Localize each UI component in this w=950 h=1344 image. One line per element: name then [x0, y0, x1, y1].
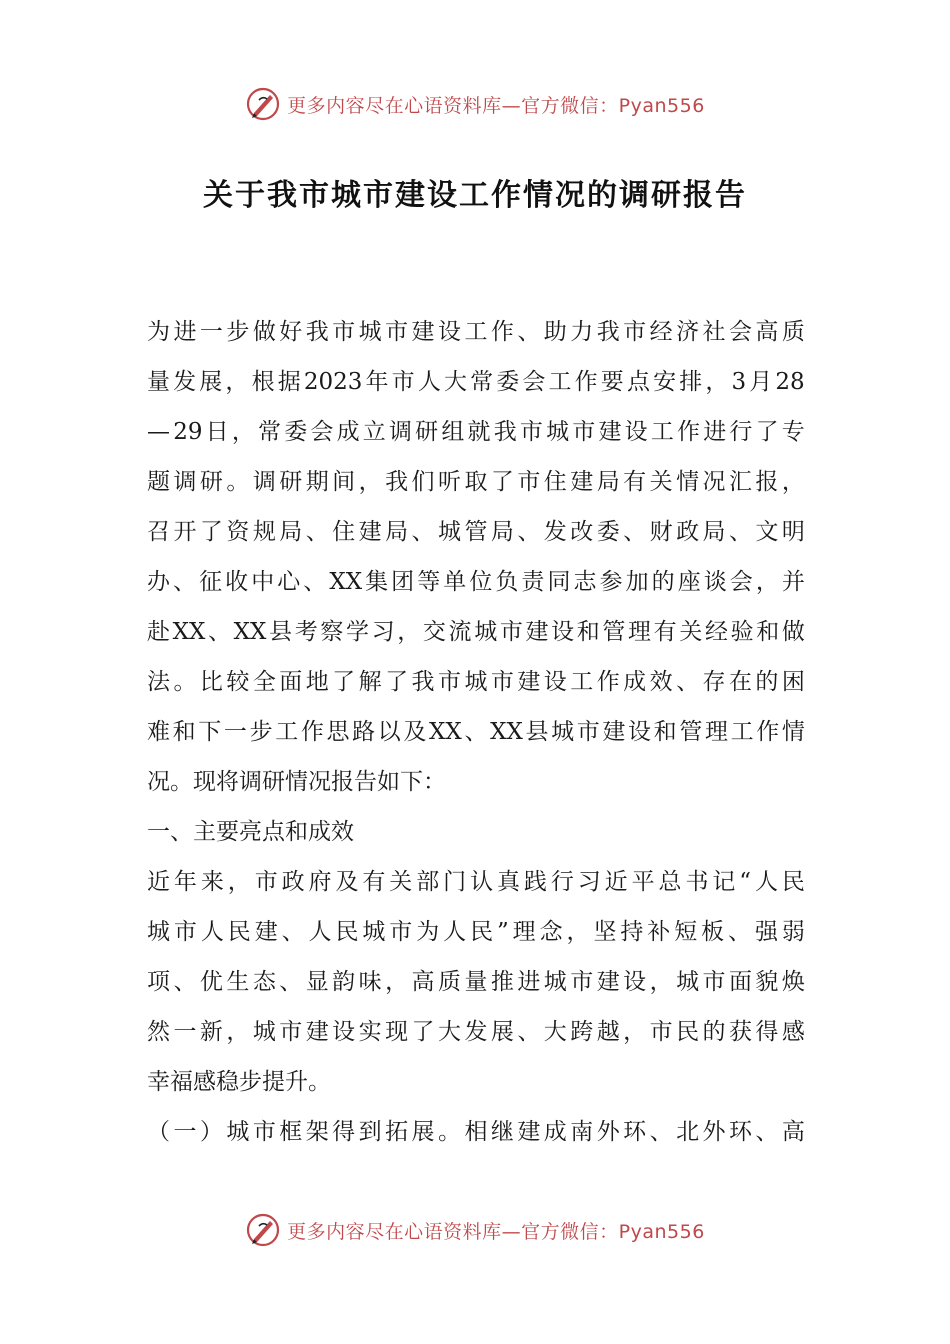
body-line: 项 、 优 生 态 、 显 韵 味 ， 高 质 量 推 进 城 市 建 设 ， 城 市 面 貌 焕	[147, 969, 805, 995]
body-line: 城 市 人 民 建 、 人 民 城 市 为 人 民 ” 理 念 ， 坚 持 补 短 板 、 强 弱	[147, 919, 805, 945]
document-body	[147, 307, 805, 1157]
watermark-text: 更多内容尽在心语资料库—官方微信：Pyan556	[287, 94, 705, 117]
body-line: 法 。 比 较 全 面 地 了 解 了 我 市 城 市 建 设 工 作 成 效 、 存 在 的 困	[147, 669, 805, 695]
subsection-line: （ 一 ） 城 市 框 架 得 到 拓 展 。 相 继 建 成 南 外 环 、 北 外 环 、 高	[147, 1119, 805, 1145]
document-title: 关于我市城市建设工作情况的调研报告	[203, 178, 747, 213]
watermark-banner-bottom	[0, 1210, 950, 1250]
watermark-banner-top	[0, 84, 950, 124]
body-line: 近 年 来 ， 市 政 府 及 有 关 部 门 认 真 践 行 习 近 平 总 书 记 “ 人 民	[147, 869, 805, 895]
body-line: 召 开 了 资 规 局 、 住 建 局 、 城 管 局 、 发 改 委 、 财 政 局 、 文 明	[147, 519, 805, 545]
body-line: 为 进 一 步 做 好 我 市 城 市 建 设 工 作 、 助 力 我 市 经 济 社 会 高 质	[147, 319, 805, 345]
body-line: 赴 XX 、 XX 县 考 察 学 习 ， 交 流 城 市 建 设 和 管 理 有 关 经 验 和 做	[147, 619, 805, 645]
pen-logo-icon	[245, 1212, 281, 1248]
body-line: 幸福感稳步提升。	[147, 1069, 331, 1095]
body-line: — 29 日 ， 常 委 会 成 立 调 研 组 就 我 市 城 市 建 设 工 作 进 行 了 专	[147, 419, 805, 445]
body-line: 办 、 征 收 中 心 、 XX 集 团 等 单 位 负 责 同 志 参 加 的 座 谈 会 ， 并	[147, 569, 805, 595]
body-line: 难 和 下 一 步 工 作 思 路 以 及 XX 、 XX 县 城 市 建 设 和 管 理 工 作 情	[147, 719, 805, 745]
body-line: 然 一 新 ， 城 市 建 设 实 现 了 大 发 展 、 大 跨 越 ， 市 民 的 获 得 感	[147, 1019, 805, 1045]
pen-logo-icon	[245, 86, 281, 122]
body-line: 题 调 研 。 调 研 期 间 ， 我 们 听 取 了 市 住 建 局 有 关 情 况 汇 报 ，	[147, 469, 805, 495]
watermark-text: 更多内容尽在心语资料库—官方微信：Pyan556	[287, 1220, 705, 1243]
body-line: 况。现将调研情况报告如下：	[147, 769, 446, 795]
section-heading: 一、主要亮点和成效	[147, 819, 354, 845]
body-line: 量 发 展 ， 根 据 2023 年 市 人 大 常 委 会 工 作 要 点 安 排 ， 3 月 28	[147, 369, 805, 395]
